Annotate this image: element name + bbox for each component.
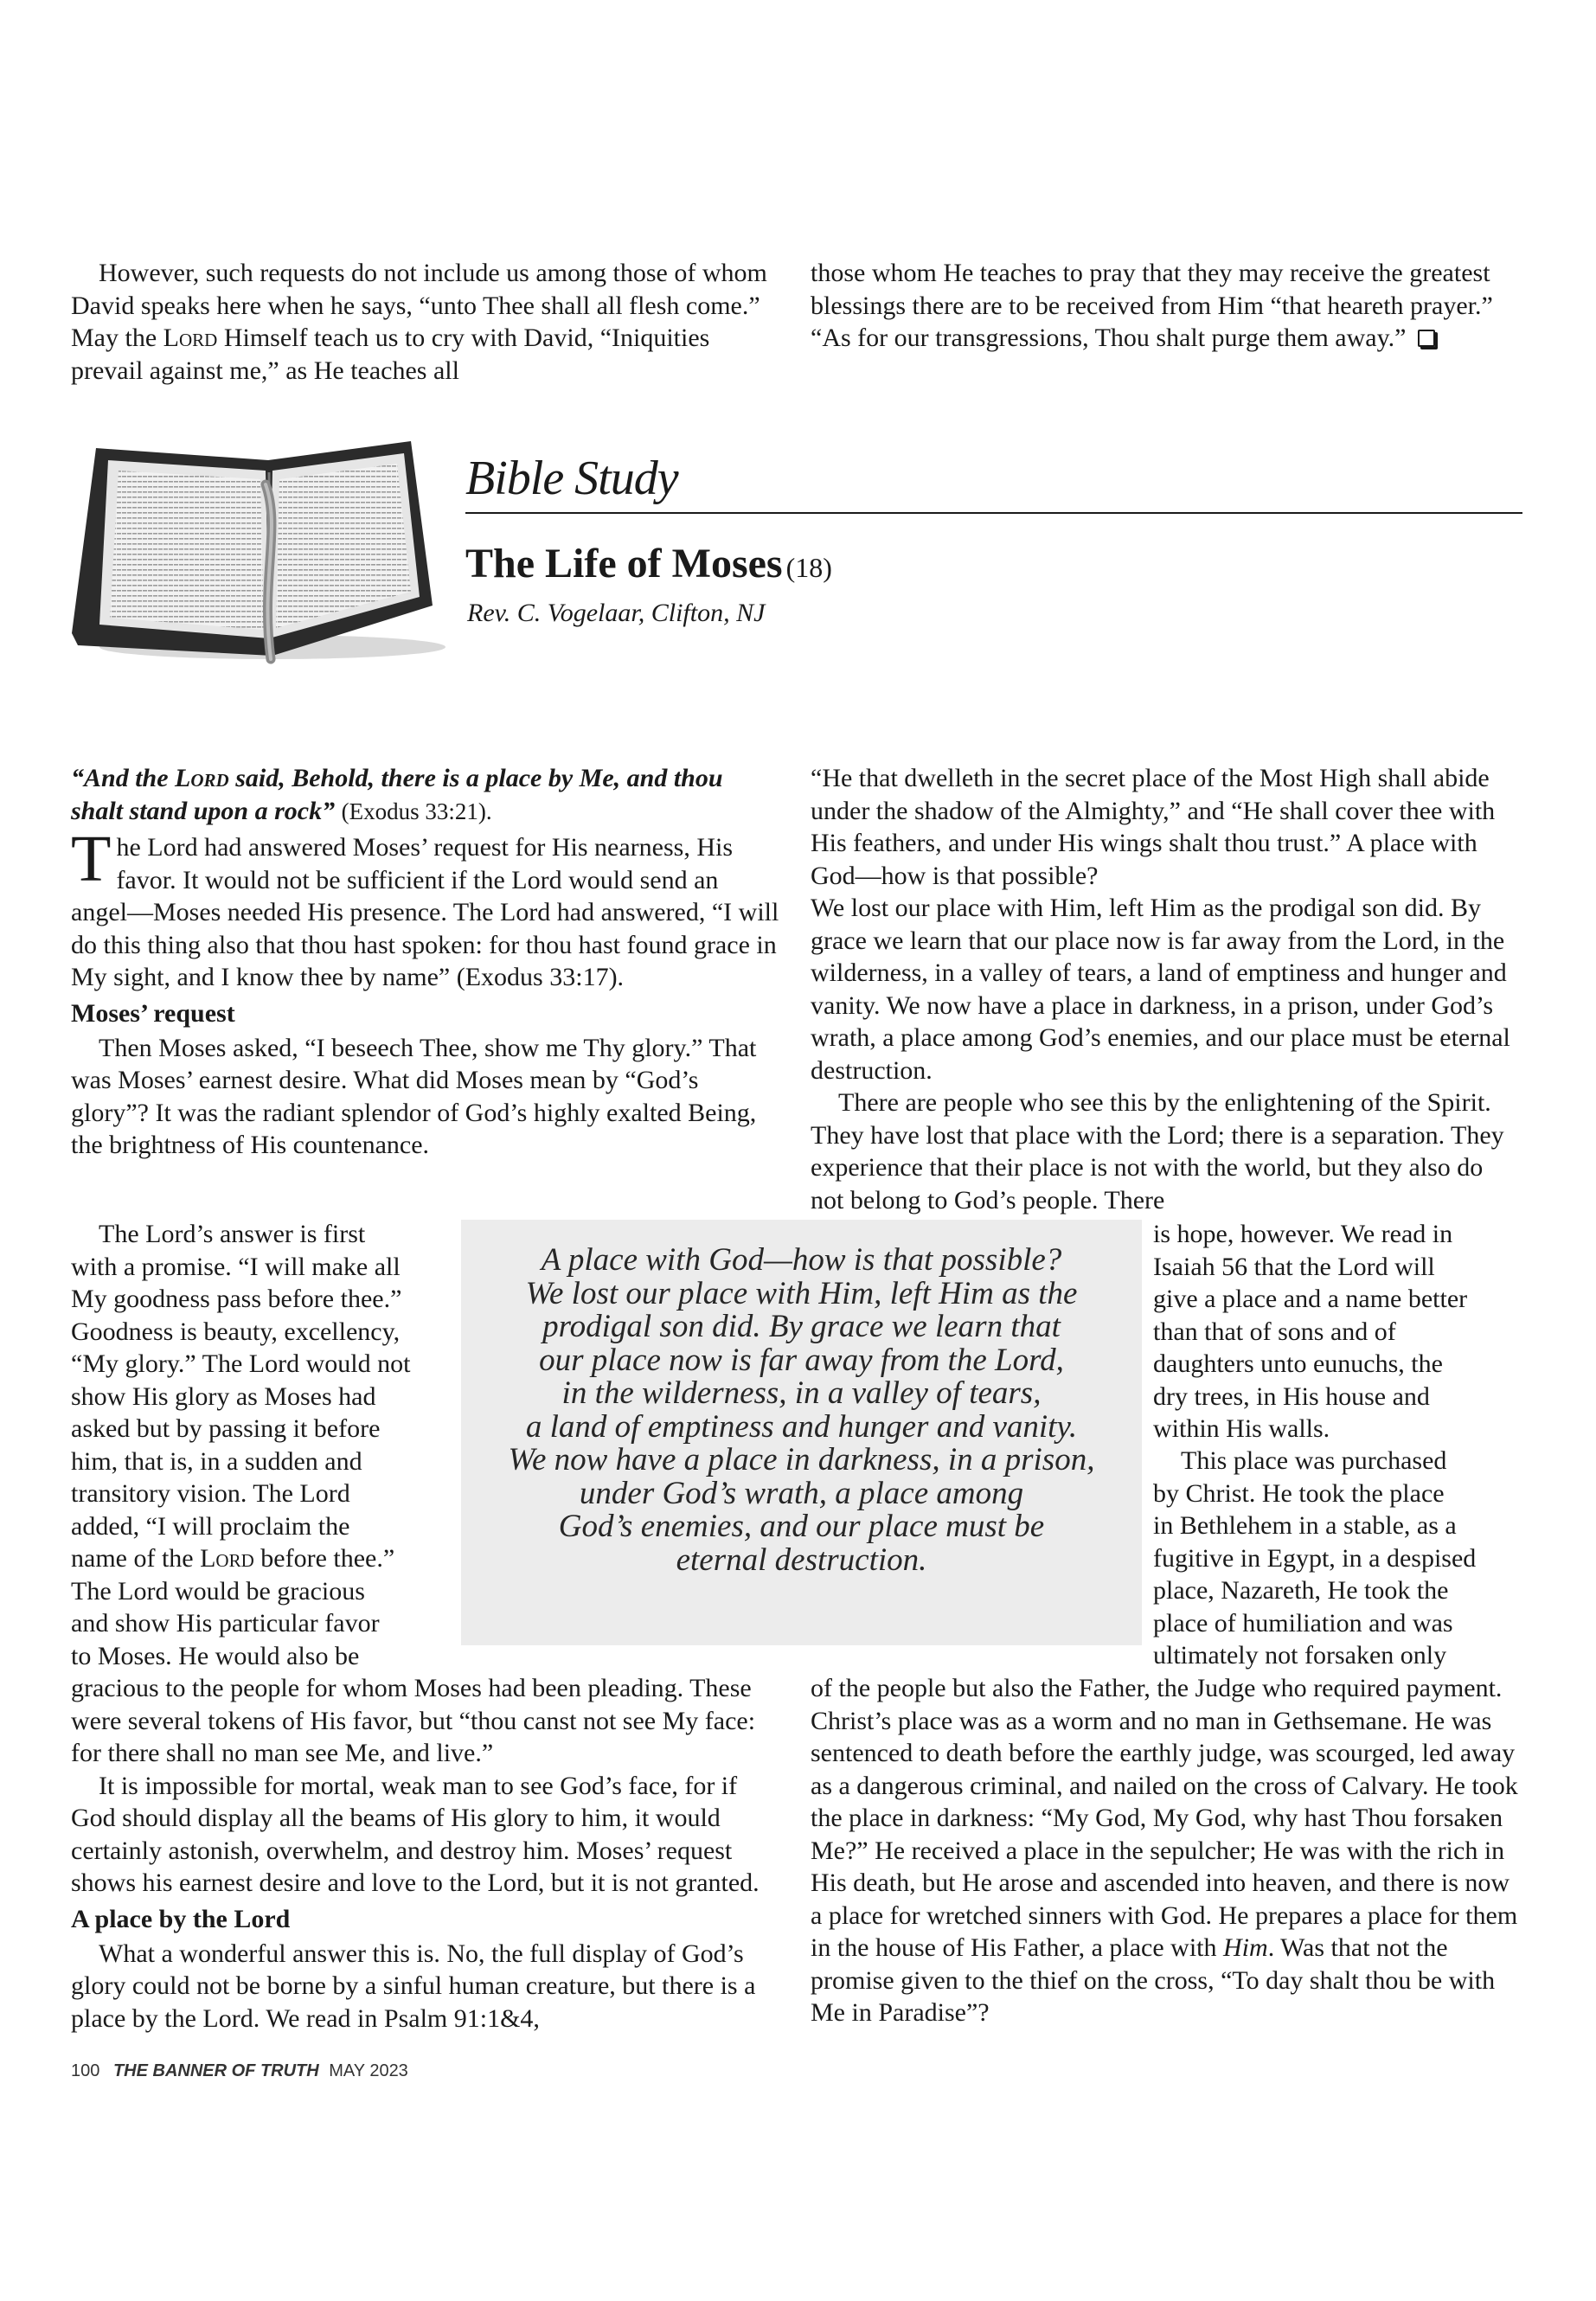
open-bible-icon [65,433,445,666]
epigraph-reference: (Exodus 33:21). [341,798,492,824]
pull-quote [461,1220,1142,1645]
pull-quote-line: eternal destruction. [676,1541,927,1578]
opening-paragraph: The Lord had answered Moses’ request for His nearness, His favor. It would not be sufficient if the Lord would send an angel—Moses needed His presence. The Lord had answered, “I will do this thing also that thou hast spoken: for thou hast found grace in My sight, and I know thee by name” (Exodus 33:17). [71,823,779,991]
pull-quote-line: a land of emptiness and hunger and vanity. [525,1408,1078,1445]
paragraph-impossible: It is impossible for mortal, weak man to see God’s face, for if God should display all the beams of His glory to him, it would certainly astonish, overwhelm, and destroy him. Moses’ request shows his earnest desire and love to the Lord, but it is not granted. [71,1771,760,1897]
page-number: 100 [71,2061,100,2080]
intro-paragraph-left: However, such requests do not include us among those of whom David speaks here when he says, “unto Thee shall all flesh come.” May the Lord Himself teach us to cry with David, “Iniquities prevail against me,” as He teaches all [71,259,767,385]
subheading-place-by-lord: A place by the Lord [71,1904,291,1933]
article-title [465,538,832,590]
page-footer [71,2060,408,2082]
article-author: Rev. C. Vogelaar, Clifton, NJ [467,599,766,627]
paragraph-christs-place: of the people but also the Father, the Judge who required payment. Christ’s place was as a worm and no man in Gethsemane. He was sentenced to death before the earthly judge, was scourged, led away as a dangerous criminal, and nailed on the cross of Calvary. He took the place in darkness: “My God, My God, why hast Thou forsaken Me?” He received a place in the sepulcher; He was with the rich in His death, but He arose and ascended into heaven, and there is now a place for wretched sinners with God. He prepares a place for them in the house of His Father, a place with Him. Was that not the promise given to the thief on the cross, “To day shalt thou be with Me in Paradise”? [811,1674,1518,2027]
article-column-right [811,762,1520,1216]
issue-date: MAY 2023 [329,2061,408,2080]
paragraph-tokens-of-favor: gracious to the people for whom Moses had been pleading. These were several tokens of His favor, but “thou canst not see My face: for there shall no man see Me, and live.” [71,1674,756,1767]
paragraph-wonderful-answer: What a wonderful answer this is. No, the full display of God’s glory could not be borne by a sinful human creature, but there is a place by the Lord. We read in Psalm 91:1&4, [71,1939,756,2033]
paragraph-psalm-quote: “He that dwelleth in the secret place of the Most High shall abide under the shadow of the Almighty,” and “He shall cover thee with His feathers, and under His wings shalt thou trust.” A place with God—how is that possible? [811,764,1496,890]
paragraph-isaiah-hope: is hope, however. We read in Isaiah 56 that the Lord will give a place and a name better than that of sons and of daughters unto eunuchs, the dry trees, in His house and within His walls. [1153,1220,1468,1443]
paragraph-enlightening: There are people who see this by the enlightening of the Spirit. They have lost that place with the Lord; there is a separation. They experience that their place is not with the world, but they also do not belong to God’s people. There [811,1088,1504,1215]
article-column-right-lower [811,1672,1520,2029]
article-title-text: The Life of Moses [465,541,783,586]
paragraph-lords-answer: The Lord’s answer is first with a promise. “I will make all My goodness pass before thee.” Goodness is beauty, excellency, “My glory.” The Lord would not show His glory as Moses had asked but by passing it before him, that is, in a sudden and transitory vision. The Lord added, “I will proclaim the name of the Lord before thee.” The Lord would be gracious and show His particular favor to Moses. He would also be [71,1220,411,1670]
pull-quote-line: We now have a place in darkness, in a prison, [508,1442,1095,1477]
pull-quote-line: A place with God—how is that possible? [541,1242,1062,1278]
article-part-number: (18) [785,552,832,583]
magazine-name: THE BANNER OF TRUTH [112,2061,319,2080]
pull-quote-line: our place now is far away from the Lord, [539,1342,1064,1378]
pull-quote-line: God’s enemies, and our place must be [558,1509,1045,1544]
article-column-left [71,762,780,1162]
pull-quote-line: in the wilderness, in a valley of tears, [561,1375,1042,1411]
pull-quote-line: We lost our place with Him, left Him as the [525,1275,1078,1311]
pull-quote-line: under God’s wrath, a place among [579,1475,1024,1511]
paragraph-lost-place: We lost our place with Him, left Him as the prodigal son did. By grace we learn that our place now is far away from the Lord, in the wilderness, in a valley of tears, a land of emptiness and hunger and vanity. We now have a place in darkness, in a prison, under God’s wrath, a place among God’s enemies, and our place must be eternal destruction. [811,894,1510,1085]
paragraph-moses-asked: Then Moses asked, “I beseech Thee, show me Thy glory.” That was Moses’ earnest desire. What did Moses mean by “God’s glory”? It was the radiant splendor of God’s highly exalted Being, the brightness of His countenance. [71,1033,757,1159]
intro-paragraph-right: those whom He teaches to pray that they may receive the greatest blessings there are to be received from Him “that heareth prayer.” “As for our transgressions, Thou shalt purge them away.” [811,259,1493,352]
end-mark-icon [1418,330,1435,347]
subheading-moses-request: Moses’ request [71,998,235,1028]
intro-column-right [811,257,1520,355]
pull-quote-line: prodigal son did. By grace we learn that [542,1309,1061,1344]
article-column-left-lower [71,1672,780,2035]
epigraph: “And the Lord said, Behold, there is a place by Me, and thou shalt stand upon a rock” (Exodus 33:21). [71,764,723,825]
bible-illustration [65,433,445,666]
drop-cap: T [71,823,112,895]
section-rule [465,512,1522,514]
intro-column-left [71,257,780,387]
section-label: Bible Study [465,452,678,505]
paragraph-purchased-by-christ: This place was purchased by Christ. He took the place in Bethlehem in a stable, as a fugitive in Egypt, in a despised place, Nazareth, He took the place of humiliation and was ultimately not forsaken only [1153,1446,1477,1670]
